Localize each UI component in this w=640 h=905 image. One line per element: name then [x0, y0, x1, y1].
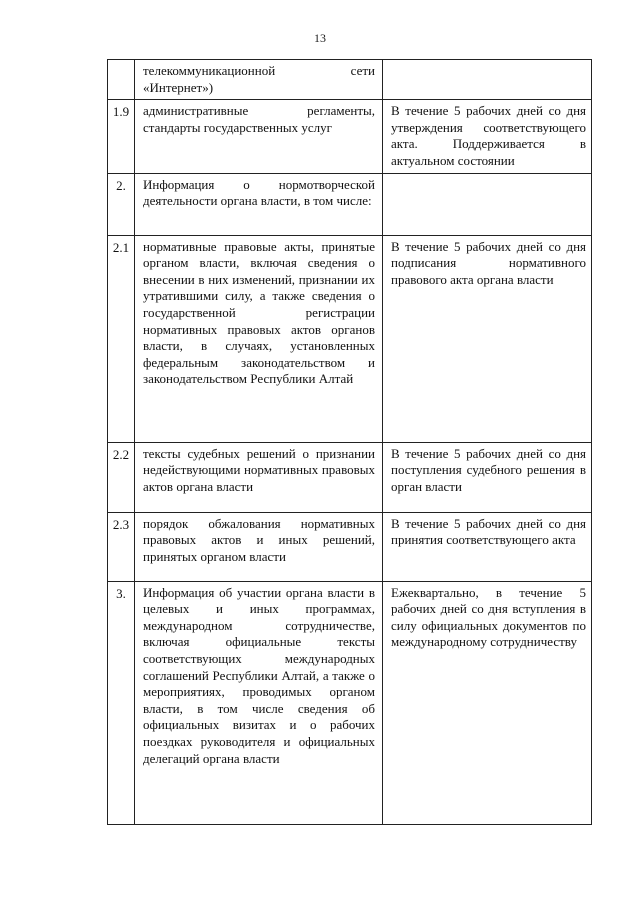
- row-term: [383, 173, 592, 235]
- row-number: 2.3: [108, 512, 135, 581]
- row-description: административные регламенты, стандарты государственных услуг: [135, 100, 383, 173]
- row-number: 2.2: [108, 442, 135, 512]
- info-disclosure-table: [107, 59, 592, 825]
- page-number: 13: [314, 31, 326, 45]
- row-term: В течение 5 рабочих дней со дня принятия соответствующего акта: [383, 512, 592, 581]
- row-number: 2.: [108, 173, 135, 235]
- table-row: [108, 235, 592, 442]
- row-description: нормативные правовые акты, принятые органом власти, включая сведения о внесении в них изменений, признании их утратившими силу, а также сведения о государственной регистрации нормативных правовых актов органов власти, в случаях, установленных федеральным законодательством и законодательством Республики Алтай: [135, 235, 383, 442]
- row-term: В течение 5 рабочих дней со дня поступления судебного решения в орган власти: [383, 442, 592, 512]
- row-term: В течение 5 рабочих дней со дня утверждения соответствующего акта. Поддерживается в актуальном состоянии: [383, 100, 592, 173]
- table-row: [108, 173, 592, 235]
- table-row: [108, 581, 592, 824]
- row-term: [383, 60, 592, 100]
- row-description: порядок обжалования нормативных правовых актов и иных решений, принятых органом власти: [135, 512, 383, 581]
- table-row: [108, 442, 592, 512]
- table-row: [108, 100, 592, 173]
- row-description: Информация об участии органа власти в целевых и иных программах, международном сотрудничестве, включая официальные тексты соответствующих международных соглашений Республики Алтай, а также о мероприятиях, проводимых органом власти, в том числе сведения об официальных визитах и о рабочих поездках руководителя и официальных делегаций органа власти: [135, 581, 383, 824]
- row-number: 2.1: [108, 235, 135, 442]
- row-description: телекоммуникационной сети «Интернет»): [135, 60, 383, 100]
- table-row: [108, 60, 592, 100]
- row-number: 1.9: [108, 100, 135, 173]
- row-description: тексты судебных решений о признании недействующими нормативных правовых актов органа власти: [135, 442, 383, 512]
- row-number: [108, 60, 135, 100]
- row-number: 3.: [108, 581, 135, 824]
- row-description: Информация о нормотворческой деятельности органа власти, в том числе:: [135, 173, 383, 235]
- row-term: В течение 5 рабочих дней со дня подписания нормативного правового акта органа власти: [383, 235, 592, 442]
- table-row: [108, 512, 592, 581]
- row-term: Ежеквартально, в течение 5 рабочих дней со дня вступления в силу официальных документов по международному сотрудничеству: [383, 581, 592, 824]
